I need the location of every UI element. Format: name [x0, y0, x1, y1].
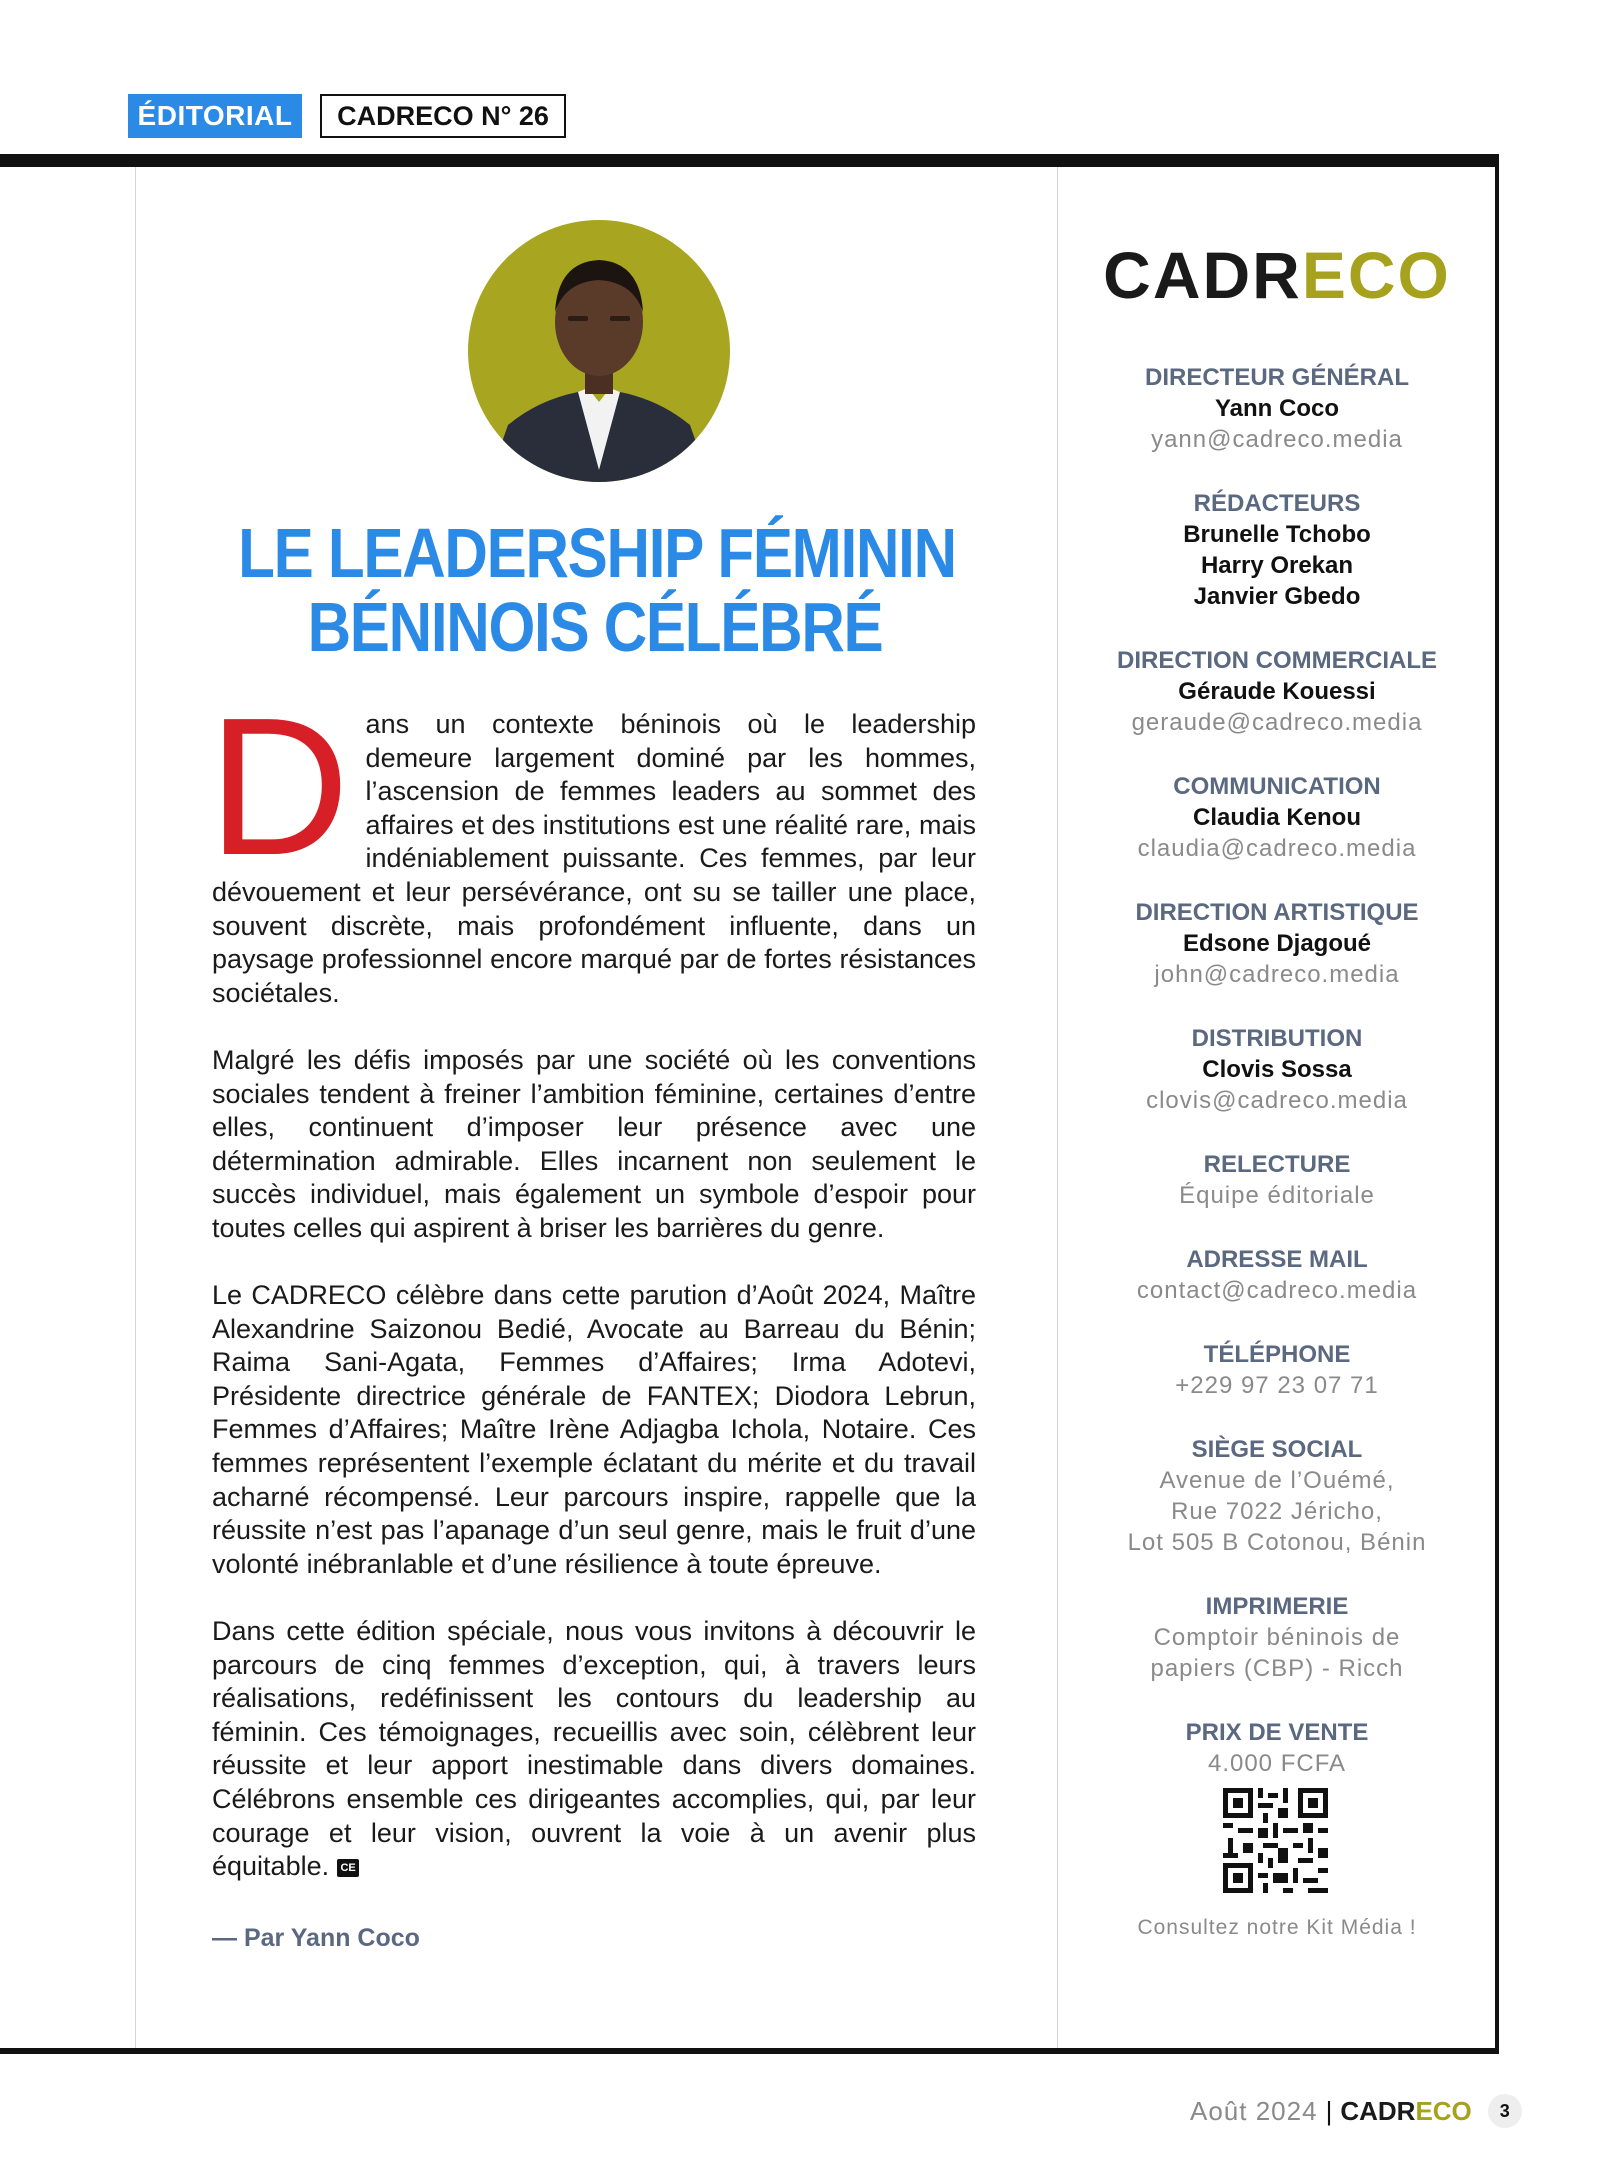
drop-cap: D	[208, 677, 350, 896]
masthead-name: Janvier Gbedo	[1193, 583, 1361, 610]
masthead-distribution	[1058, 1023, 1496, 1116]
masthead-value: papiers (CBP) - Ricch	[1150, 1655, 1404, 1682]
qr-code-icon[interactable]	[1223, 1788, 1328, 1893]
masthead-email[interactable]: clovis@cadreco.media	[1146, 1087, 1408, 1114]
logo-eco: ECO	[1301, 238, 1451, 312]
masthead-email[interactable]: claudia@cadreco.media	[1137, 835, 1417, 862]
footer-brand-eco: ECO	[1415, 2095, 1472, 2126]
paragraph-4-text: Dans cette édition spéciale, nous vous invitons à découvrir le parcours de cinq femmes d’exception, qui, à travers leurs réalisations, redéfinissent les contours du leadership au féminin. Ces témoignages, recueillis avec soin, célèbrent leur réussite et leur apport inestimable dans divers domaines. Célébrons ensemble ces dirigeantes accomplies, qui, par leur courage et leur vision, ouvrent la voie à un avenir plus équitable.	[212, 1616, 976, 1882]
logo-cad: CADR	[1103, 238, 1302, 312]
page-number: 3	[1488, 2094, 1522, 2128]
masthead-name: Brunelle Tchobo	[1183, 521, 1371, 548]
masthead	[1058, 362, 1496, 1812]
masthead-address-line: Lot 505 B Cotonou, Bénin	[1127, 1529, 1427, 1556]
masthead-name: Claudia Kenou	[1192, 804, 1361, 831]
section-tag: ÉDITORIAL	[128, 94, 302, 138]
masthead-redacteurs	[1058, 488, 1496, 612]
masthead-siege	[1058, 1434, 1496, 1558]
paragraph-2: Malgré les défis imposés par une société où les conventions sociales tendent à freiner l’ambition féminine, certaines d’entre elles, continuent d’imposer leur présence avec une détermination admirable. Elles incarnent non seulement le succès individuel, mais également un symbole d’espoir pour toutes celles qui aspirent à briser les barrières du genre.	[212, 1044, 976, 1243]
masthead-phone[interactable]: +229 97 23 07 71	[1175, 1372, 1379, 1399]
masthead-name: Edsone Djagoué	[1182, 930, 1372, 957]
masthead-relecture	[1058, 1149, 1496, 1211]
cadreco-logo	[1058, 240, 1496, 310]
masthead-label: TÉLÉPHONE	[1203, 1341, 1351, 1368]
masthead-email[interactable]: geraude@cadreco.media	[1131, 709, 1423, 736]
footer-separator: |	[1325, 2095, 1333, 2126]
issue-tag: CADRECO N° 26	[320, 94, 566, 138]
masthead-address-line: Rue 7022 Jéricho,	[1171, 1498, 1383, 1525]
masthead-artistique	[1058, 897, 1496, 990]
author-portrait	[468, 220, 730, 482]
masthead-name: Clovis Sossa	[1202, 1056, 1352, 1083]
masthead-address-line: Avenue de l’Ouémé,	[1159, 1467, 1395, 1494]
masthead-name: Géraude Kouessi	[1178, 678, 1376, 705]
masthead-email[interactable]: contact@cadreco.media	[1136, 1277, 1418, 1304]
paragraph-3: Le CADRECO célèbre dans cette parution d’Août 2024, Maître Alexandrine Saizonou Bedié, Avocate au Barreau du Bénin; Raima Sani-Agata, Femmes d’Affaires; Irma Adotevi, Présidente directrice générale de FANTEX; Diodora Lebrun, Femmes d’Affaires; Maître Irène Adjagba Ichola, Notaire. Ces femmes représentent l’exemple éclatant du mérite et du travail acharné récompensé. Leur parcours inspire, rappelle que la réussite n’est pas l’apanage d’un seul genre, mais le fruit d’une volonté inébranlable et d’une résilience à toute épreuve.	[212, 1280, 976, 1579]
masthead-adresse-mail	[1058, 1244, 1496, 1306]
top-rule	[0, 154, 1499, 167]
masthead-name: Yann Coco	[1214, 395, 1340, 422]
headline-line-1: LE LEADERSHIP FÉMININ	[238, 514, 956, 592]
left-column-line	[135, 167, 136, 2048]
masthead-label: DIRECTION ARTISTIQUE	[1135, 899, 1419, 926]
masthead-label: SIÈGE SOCIAL	[1191, 1436, 1363, 1463]
masthead-label: RÉDACTEURS	[1193, 490, 1361, 517]
paragraph-1-text: ans un contexte béninois où le leadership demeure largement dominé par les hommes, l’ascension de femmes leaders au sommet des affaires et des institutions est une réalité rare, mais indéniablement puissante. Ces femmes, par leur dévouement et leur persévérance, ont su se tailler une place, souvent discrète, mais profondément influente, dans un paysage professionnel encore marqué par de fortes résistances sociétales.	[212, 709, 976, 1008]
masthead-telephone	[1058, 1339, 1496, 1401]
paragraph-1	[208, 677, 976, 1010]
byline: — Par Yann Coco	[212, 1924, 420, 1952]
masthead-imprimerie	[1058, 1591, 1496, 1684]
masthead-email[interactable]: yann@cadreco.media	[1151, 426, 1403, 453]
masthead-label: DIRECTION COMMERCIALE	[1117, 647, 1437, 674]
headline	[238, 514, 956, 666]
masthead-email[interactable]: john@cadreco.media	[1154, 961, 1400, 988]
footer-date: Août 2024	[1190, 2095, 1318, 2126]
article-body	[208, 677, 976, 1917]
paragraph-4	[212, 1615, 976, 1884]
masthead-label: IMPRIMERIE	[1205, 1593, 1349, 1620]
page-footer	[1190, 2094, 1522, 2128]
masthead-label: RELECTURE	[1203, 1151, 1351, 1178]
masthead-label: DIRECTEUR GÉNÉRAL	[1144, 364, 1409, 391]
headline-line-2: BÉNINOIS CÉLÉBRÉ	[307, 588, 883, 666]
masthead-directeur	[1058, 362, 1496, 455]
masthead-communication	[1058, 771, 1496, 864]
end-mark-icon: CE	[337, 1859, 359, 1877]
masthead-prix	[1058, 1717, 1496, 1779]
media-kit-caption[interactable]: Consultez notre Kit Média !	[1137, 1916, 1417, 1939]
masthead-label: DISTRIBUTION	[1191, 1025, 1363, 1052]
footer-brand-cad: CADR	[1340, 2095, 1416, 2126]
masthead-value: Équipe éditoriale	[1179, 1182, 1375, 1209]
bottom-rule	[0, 2048, 1499, 2054]
masthead-label: COMMUNICATION	[1173, 773, 1381, 800]
masthead-name: Harry Orekan	[1200, 552, 1354, 579]
masthead-commerciale	[1058, 645, 1496, 738]
masthead-value: 4.000 FCFA	[1207, 1750, 1347, 1777]
masthead-value: Comptoir béninois de	[1153, 1624, 1401, 1651]
masthead-label: ADRESSE MAIL	[1186, 1246, 1368, 1273]
masthead-label: PRIX DE VENTE	[1185, 1719, 1369, 1746]
